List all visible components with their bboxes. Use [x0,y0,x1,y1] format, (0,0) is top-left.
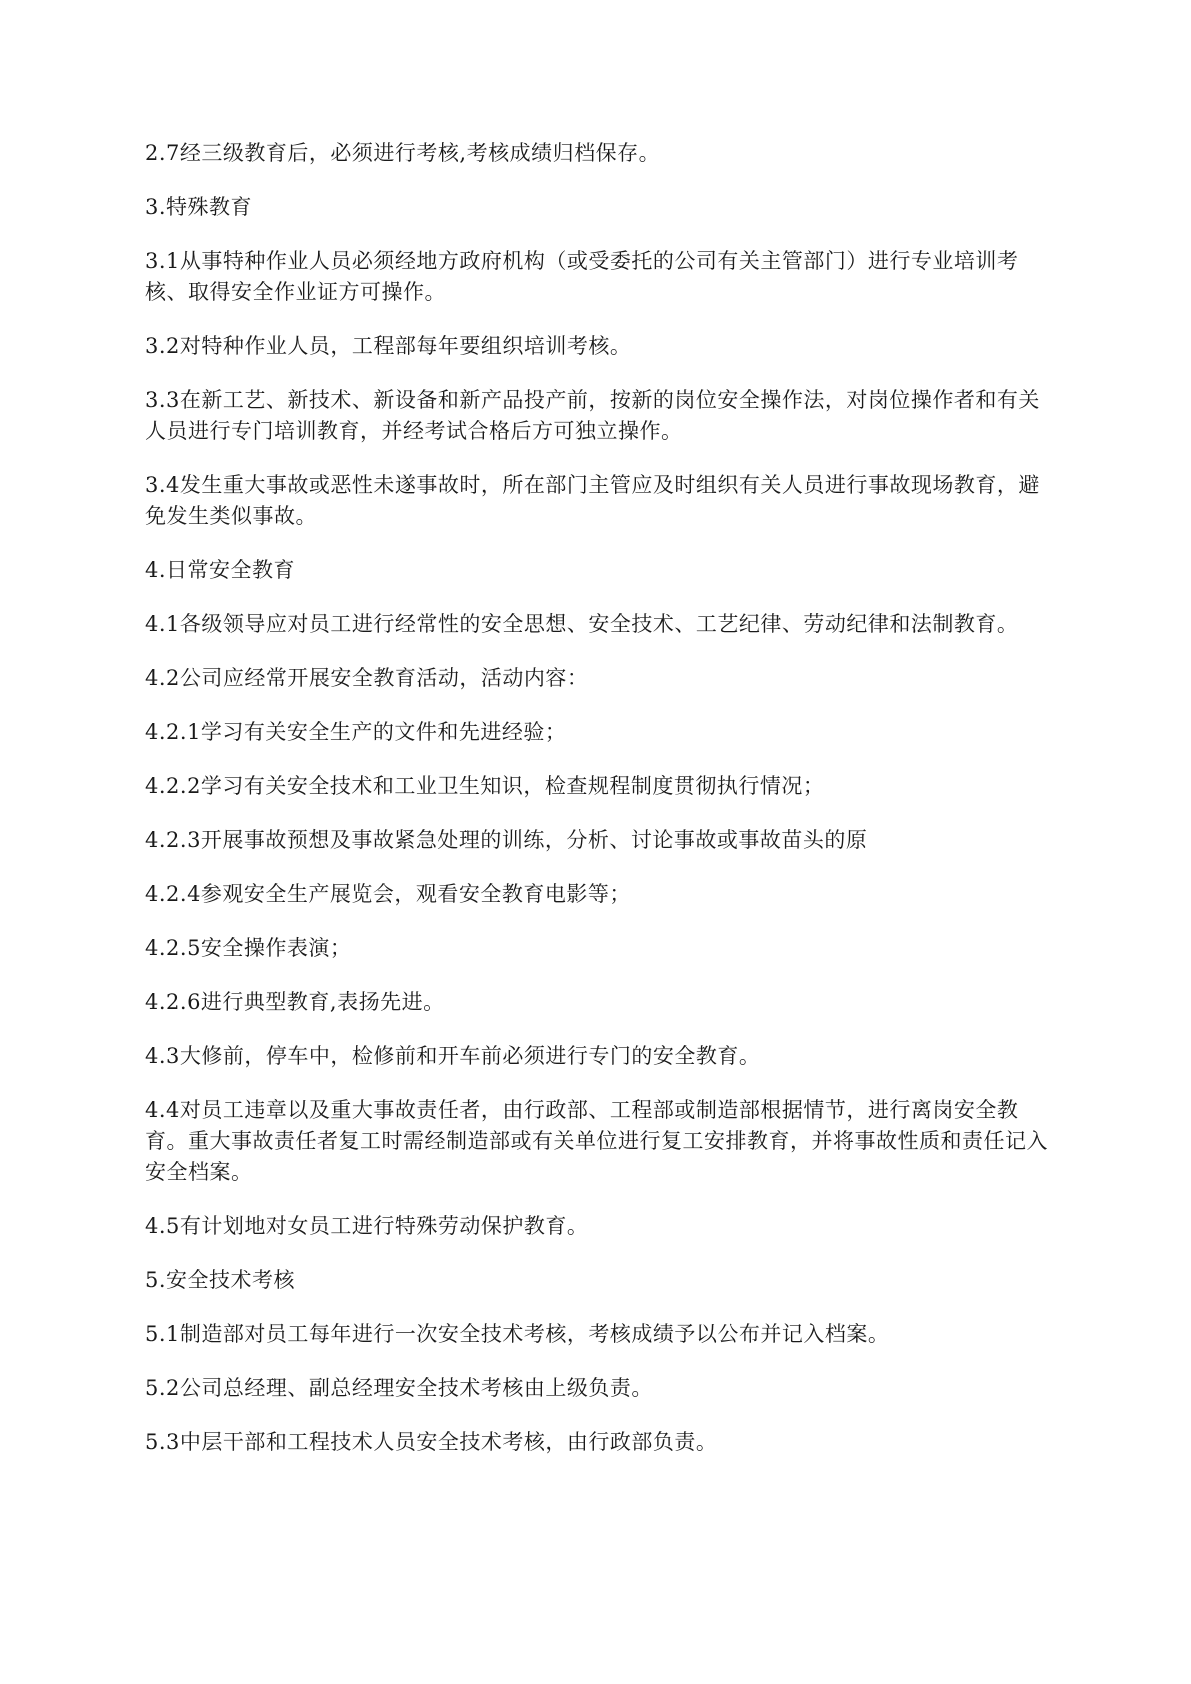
document-body [145,138,1050,1481]
paragraph-4-3: 4.3大修前，停车中，检修前和开车前必须进行专门的安全教育。 [145,1044,761,1068]
paragraph-4-4: 4.4对员工违章以及重大事故责任者，由行政部、工程部或制造部根据情节，进行离岗安全教育。重大事故责任者复工时需经制造部或有关单位进行复工安排教育，并将事故性质和责任记入安全档案。 [145,1098,1048,1184]
paragraph-4-2-5: 4.2.5安全操作表演； [145,936,352,960]
paragraph-4-2-1: 4.2.1学习有关安全生产的文件和先进经验； [145,720,567,744]
paragraph-4-2-2: 4.2.2学习有关安全技术和工业卫生知识，检查规程制度贯彻执行情况； [145,774,825,798]
paragraph-4-2-6: 4.2.6进行典型教育,表扬先进。 [145,990,445,1014]
paragraph-4-2: 4.2公司应经常开展安全教育活动，活动内容： [145,666,589,690]
paragraph-4-2-3: 4.2.3开展事故预想及事故紧急处理的训练，分析、讨论事故或事故苗头的原 [145,828,868,852]
section-heading-4: 4.日常安全教育 [145,558,296,582]
paragraph-3-4: 3.4发生重大事故或恶性未遂事故时，所在部门主管应及时组织有关人员进行事故现场教育，避免发生类似事故。 [145,473,1040,528]
paragraph-4-5: 4.5有计划地对女员工进行特殊劳动保护教育。 [145,1214,589,1238]
paragraph-3-2: 3.2对特种作业人员，工程部每年要组织培训考核。 [145,334,632,358]
paragraph-3-3: 3.3在新工艺、新技术、新设备和新产品投产前，按新的岗位安全操作法，对岗位操作者和有关人员进行专门培训教育，并经考试合格后方可独立操作。 [145,388,1040,443]
paragraph-5-1: 5.1制造部对员工每年进行一次安全技术考核，考核成绩予以公布并记入档案。 [145,1322,890,1346]
paragraph-4-2-4: 4.2.4参观安全生产展览会，观看安全教育电影等； [145,882,631,906]
paragraph-2-7: 2.7经三级教育后，必须进行考核,考核成绩归档保存。 [145,141,661,165]
section-heading-5: 5.安全技术考核 [145,1268,296,1292]
paragraph-5-2: 5.2公司总经理、副总经理安全技术考核由上级负责。 [145,1376,653,1400]
paragraph-5-3: 5.3中层干部和工程技术人员安全技术考核，由行政部负责。 [145,1430,718,1454]
paragraph-3-1: 3.1从事特种作业人员必须经地方政府机构（或受委托的公司有关主管部门）进行专业培训考核、取得安全作业证方可操作。 [145,249,1019,304]
section-heading-3: 3.特殊教育 [145,195,253,219]
paragraph-4-1: 4.1各级领导应对员工进行经常性的安全思想、安全技术、工艺纪律、劳动纪律和法制教育。 [145,612,1019,636]
